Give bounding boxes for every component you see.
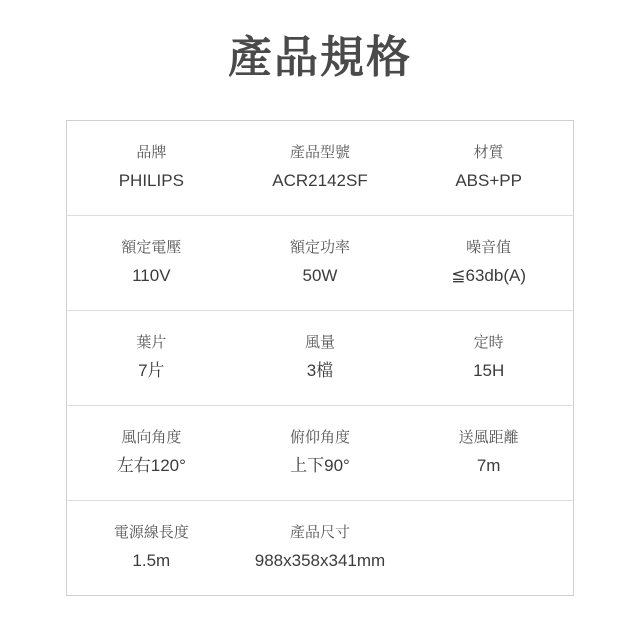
spec-cell-brand — [67, 121, 236, 216]
table-row — [67, 311, 574, 406]
spec-cell-cord-length — [67, 501, 236, 596]
spec-cell-vertical-angle — [236, 406, 405, 501]
spec-cell-voltage — [67, 216, 236, 311]
spec-label: 送風距離 — [458, 429, 519, 447]
spec-value: 50W — [302, 265, 338, 285]
spec-value: 1.5m — [132, 550, 171, 570]
spec-value: 7m — [476, 455, 501, 475]
spec-cell-model — [236, 121, 405, 216]
spec-value: 110V — [132, 265, 171, 285]
spec-label: 品牌 — [136, 144, 167, 162]
spec-cell-airflow — [236, 311, 405, 406]
table-row — [67, 121, 574, 216]
spec-label: 風向角度 — [121, 429, 182, 447]
spec-label: 噪音值 — [466, 239, 512, 257]
spec-cell-material — [404, 121, 573, 216]
spec-value: 7片 — [138, 360, 165, 380]
spec-cell-horizontal-angle — [67, 406, 236, 501]
spec-value: 988x358x341mm — [254, 550, 386, 570]
spec-label: 產品型號 — [289, 144, 350, 162]
spec-value: ABS+PP — [455, 170, 522, 190]
spec-value: 15H — [473, 360, 505, 380]
table-row — [67, 216, 574, 311]
table-row — [67, 501, 574, 596]
spec-value: 3檔 — [306, 360, 334, 380]
spec-label: 額定電壓 — [121, 239, 182, 257]
spec-label: 額定功率 — [289, 239, 350, 257]
spec-value: ACR2142SF — [272, 170, 368, 190]
spec-label: 定時 — [473, 334, 504, 352]
spec-cell-power — [236, 216, 405, 311]
spec-value: PHILIPS — [118, 170, 184, 190]
spec-cell-air-distance — [404, 406, 573, 501]
spec-cell-noise — [404, 216, 573, 311]
spec-cell-blades — [67, 311, 236, 406]
spec-label: 電源線長度 — [113, 524, 189, 542]
spec-label: 風量 — [304, 334, 335, 352]
spec-cell-timer — [404, 311, 573, 406]
spec-label: 葉片 — [136, 334, 167, 352]
page-title: 產品規格 — [228, 33, 412, 82]
spec-cell-dimensions — [236, 501, 405, 596]
spec-label: 產品尺寸 — [289, 524, 350, 542]
spec-cell-empty — [404, 501, 573, 596]
spec-value: 左右120° — [116, 455, 186, 475]
table-row — [67, 406, 574, 501]
spec-value: ≦63db(A) — [451, 265, 527, 285]
specification-table — [66, 120, 574, 596]
spec-value: 上下90° — [290, 455, 350, 475]
spec-label: 材質 — [473, 144, 504, 162]
spec-label: 俯仰角度 — [289, 429, 350, 447]
